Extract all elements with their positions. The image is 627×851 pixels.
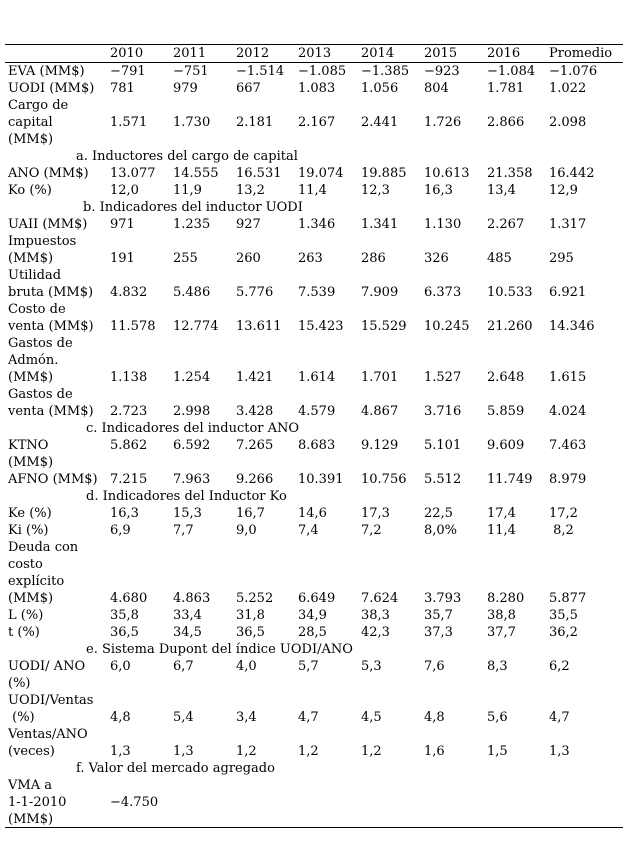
- row-label: UODI/ ANO: [8, 659, 86, 674]
- cell-value: 8.280: [487, 591, 525, 606]
- cell-value: 33,4: [173, 608, 202, 623]
- bottom-rule: [5, 827, 623, 828]
- row-label: Deuda con: [8, 540, 79, 555]
- cell-value: 1.421: [236, 370, 274, 385]
- cell-value: 5,6: [487, 710, 508, 725]
- section-heading-e: [0, 641, 627, 658]
- cell-value: 191: [110, 251, 135, 266]
- row-label: Ki (%): [8, 523, 49, 538]
- cell-value: 7.624: [361, 591, 399, 606]
- cell-value: 38,3: [361, 608, 390, 623]
- cell-value: 3.716: [424, 404, 462, 419]
- cell-value: 15,3: [173, 506, 202, 521]
- row-label: EVA (MM$): [8, 64, 85, 79]
- cell-value: 5,7: [298, 659, 319, 674]
- cell-value: 7.463: [549, 438, 587, 453]
- row-uodi: [0, 80, 627, 97]
- row-label: Gastos de: [8, 336, 73, 351]
- cell-value: 15.423: [298, 319, 344, 334]
- cell-value: 8.979: [549, 472, 587, 487]
- average-header: Promedio: [549, 46, 613, 61]
- cell-value: 1.130: [424, 217, 462, 232]
- cell-value: 260: [236, 251, 261, 266]
- cell-value: 7.265: [236, 438, 274, 453]
- row-label: Impuestos: [8, 234, 77, 249]
- cell-value: 6.373: [424, 285, 462, 300]
- cell-value: 7.215: [110, 472, 148, 487]
- cell-value: 9,0: [236, 523, 257, 538]
- row-label: t (%): [8, 625, 40, 640]
- cell-value: 7,7: [173, 523, 194, 538]
- section-heading-d: [0, 488, 627, 505]
- cell-value: 4.579: [298, 404, 336, 419]
- cell-value: 1,2: [236, 744, 257, 759]
- row-label: (MM$): [8, 591, 54, 606]
- cell-value: 5.862: [110, 438, 148, 453]
- cell-value: 12,0: [110, 183, 139, 198]
- cell-value: 4.867: [361, 404, 399, 419]
- cell-value: 5.776: [236, 285, 274, 300]
- cell-value: 1,3: [173, 744, 194, 759]
- cell-value: −791: [110, 64, 146, 79]
- row-label: (MM$): [8, 132, 54, 147]
- row-label: bruta (MM$): [8, 285, 94, 300]
- row-afno: [0, 471, 627, 488]
- cell-value: 7,2: [361, 523, 382, 538]
- cell-value: 19.074: [298, 166, 344, 181]
- cell-value: 5.877: [549, 591, 587, 606]
- cell-value: 35,5: [549, 608, 578, 623]
- cell-value: 5.486: [173, 285, 211, 300]
- header-row: [0, 45, 627, 62]
- cell-value: 326: [424, 251, 449, 266]
- cell-value: 971: [110, 217, 135, 232]
- cell-value: 4,7: [298, 710, 319, 725]
- row-label: (MM$): [8, 370, 54, 385]
- cell-value: −1.076: [549, 64, 598, 79]
- cell-value: 12,9: [549, 183, 578, 198]
- year-header: 2016: [487, 46, 521, 61]
- cell-value: 15.529: [361, 319, 407, 334]
- cell-value: 37,3: [424, 625, 453, 640]
- row-label: Ke (%): [8, 506, 52, 521]
- cell-value: 17,2: [549, 506, 578, 521]
- cell-value: −1.385: [361, 64, 410, 79]
- row-label: venta (MM$): [8, 404, 94, 419]
- cell-value: 5,3: [361, 659, 382, 674]
- cell-value: 4.832: [110, 285, 148, 300]
- row-label: AFNO (MM$): [8, 472, 98, 487]
- cell-value: 5.252: [236, 591, 274, 606]
- year-header: 2011: [173, 46, 207, 61]
- row-label: UAII (MM$): [8, 217, 88, 232]
- cell-value: 3.793: [424, 591, 462, 606]
- cell-value: 1,2: [298, 744, 319, 759]
- cell-value: 1.341: [361, 217, 399, 232]
- row-label: Gastos de: [8, 387, 73, 402]
- cell-value: 37,7: [487, 625, 516, 640]
- cell-value: 21.260: [487, 319, 533, 334]
- row-label: (veces): [8, 744, 55, 759]
- cell-value: 11.749: [487, 472, 533, 487]
- cell-value: 4,5: [361, 710, 382, 725]
- cell-value: 1.615: [549, 370, 587, 385]
- cell-value: 2.648: [487, 370, 525, 385]
- cell-value: 804: [424, 81, 449, 96]
- cell-value: 1.701: [361, 370, 399, 385]
- cell-value: 4.024: [549, 404, 587, 419]
- cell-value: 4.863: [173, 591, 211, 606]
- cell-value: 295: [549, 251, 574, 266]
- cell-value: 28,5: [298, 625, 327, 640]
- cell-value: 21.358: [487, 166, 533, 181]
- year-header: 2010: [110, 46, 144, 61]
- cell-value: 7,6: [424, 659, 445, 674]
- cell-value: 1.614: [298, 370, 336, 385]
- row-label: (%): [8, 676, 31, 691]
- cell-value: 263: [298, 251, 323, 266]
- row-label: Ko (%): [8, 183, 52, 198]
- cell-value: 1.781: [487, 81, 525, 96]
- cell-value: 3.428: [236, 404, 274, 419]
- cell-value: 6,7: [173, 659, 194, 674]
- row-label: Utilidad: [8, 268, 62, 283]
- cell-value: 11,4: [487, 523, 516, 538]
- row-label: UODI/Ventas: [8, 693, 94, 708]
- cell-value: 17,4: [487, 506, 516, 521]
- cell-value: 6.921: [549, 285, 587, 300]
- cell-value: 6.649: [298, 591, 336, 606]
- cell-value: 12,3: [361, 183, 390, 198]
- cell-value: 22,5: [424, 506, 453, 521]
- cell-value: 6.592: [173, 438, 211, 453]
- cell-value: 8,3: [487, 659, 508, 674]
- cell-value: 4.680: [110, 591, 148, 606]
- section-title: d. Indicadores del Inductor Ko: [86, 489, 287, 504]
- cell-value: 1.254: [173, 370, 211, 385]
- cell-value: 1.726: [424, 115, 462, 130]
- cell-value: 2.267: [487, 217, 525, 232]
- cell-value: 9.129: [361, 438, 399, 453]
- cell-value: 16,7: [236, 506, 265, 521]
- cell-value: 4,8: [424, 710, 445, 725]
- row-label: (MM$): [8, 251, 54, 266]
- cell-value: 1.317: [549, 217, 587, 232]
- cell-value: 7,4: [298, 523, 319, 538]
- cell-value: 14,6: [298, 506, 327, 521]
- cell-value: −923: [424, 64, 460, 79]
- row-ki: [0, 522, 627, 539]
- cell-value: 13.077: [110, 166, 156, 181]
- cell-value: 31,8: [236, 608, 265, 623]
- year-header: 2013: [298, 46, 332, 61]
- cell-value: 1,3: [110, 744, 131, 759]
- cell-value: 34,5: [173, 625, 202, 640]
- cell-value: 255: [173, 251, 198, 266]
- cell-value: 6,2: [549, 659, 570, 674]
- cell-value: 38,8: [487, 608, 516, 623]
- cell-value: 14.555: [173, 166, 219, 181]
- cell-value: 1.235: [173, 217, 211, 232]
- cell-value: 781: [110, 81, 135, 96]
- cell-value: 1,3: [549, 744, 570, 759]
- cell-value: 35,8: [110, 608, 139, 623]
- cell-value: 13,4: [487, 183, 516, 198]
- cell-value: 6,9: [110, 523, 131, 538]
- cell-value: 13,2: [236, 183, 265, 198]
- cell-value: 8.683: [298, 438, 336, 453]
- row-label: 1-1-2010: [8, 795, 67, 810]
- cell-value: 5.512: [424, 472, 462, 487]
- cell-value: 8,2: [549, 523, 574, 538]
- row-uaii: [0, 216, 627, 233]
- row-l: [0, 607, 627, 624]
- section-heading-c: [0, 420, 627, 437]
- cell-value: 11,4: [298, 183, 327, 198]
- cell-value: 1.056: [361, 81, 399, 96]
- cell-value: 3,4: [236, 710, 257, 725]
- cell-value: 667: [236, 81, 261, 96]
- cell-value: 1,5: [487, 744, 508, 759]
- row-ko: [0, 182, 627, 199]
- cell-value: 2.441: [361, 115, 399, 130]
- section-title: e. Sistema Dupont del índice UODI/ANO: [86, 642, 353, 657]
- cell-value: 927: [236, 217, 261, 232]
- cell-value: 1,6: [424, 744, 445, 759]
- cell-value: 7.539: [298, 285, 336, 300]
- cell-value: 1.571: [110, 115, 148, 130]
- cell-value: 2.723: [110, 404, 148, 419]
- row-label: L (%): [8, 608, 44, 623]
- cell-value: 5,4: [173, 710, 194, 725]
- cell-value: 2.181: [236, 115, 274, 130]
- cell-value: 16.531: [236, 166, 282, 181]
- cell-value: 2.098: [549, 115, 587, 130]
- row-eva: [0, 63, 627, 80]
- row-label: (MM$): [8, 455, 54, 470]
- cell-value: 16,3: [110, 506, 139, 521]
- cell-value: 16.442: [549, 166, 595, 181]
- section-title: a. Inductores del cargo de capital: [76, 149, 298, 164]
- row-ano: [0, 165, 627, 182]
- cell-value: 14.346: [549, 319, 595, 334]
- cell-value: 10.613: [424, 166, 470, 181]
- cell-value: 979: [173, 81, 198, 96]
- cell-value: 4,8: [110, 710, 131, 725]
- cell-value: 10.245: [424, 319, 470, 334]
- cell-value: 36,5: [236, 625, 265, 640]
- year-header: 2012: [236, 46, 270, 61]
- row-label: Ventas/ANO: [8, 727, 88, 742]
- cell-value: −1.085: [298, 64, 347, 79]
- section-heading-b: [0, 199, 627, 216]
- cell-value: 10.533: [487, 285, 533, 300]
- row-label: Cargo de: [8, 98, 69, 113]
- cell-value: 4,7: [549, 710, 570, 725]
- cell-value: 13.611: [236, 319, 282, 334]
- cell-value: 1.022: [549, 81, 587, 96]
- cell-value: 10.391: [298, 472, 344, 487]
- cell-value: 11,9: [173, 183, 202, 198]
- cell-value: −751: [173, 64, 209, 79]
- cell-value: 485: [487, 251, 512, 266]
- cell-value: 1.730: [173, 115, 211, 130]
- cell-value: 9.609: [487, 438, 525, 453]
- row-label: costo: [8, 557, 43, 572]
- row-label: ANO (MM$): [8, 166, 89, 181]
- row-t: [0, 624, 627, 641]
- cell-value: 9.266: [236, 472, 274, 487]
- cell-value: 16,3: [424, 183, 453, 198]
- cell-value: 5.859: [487, 404, 525, 419]
- section-heading-f: [0, 760, 627, 777]
- cell-value: 286: [361, 251, 386, 266]
- cell-value: 36,2: [549, 625, 578, 640]
- cell-value: 7.963: [173, 472, 211, 487]
- cell-value: 10.756: [361, 472, 407, 487]
- row-label: (%): [8, 710, 35, 725]
- cell-value: 2.998: [173, 404, 211, 419]
- section-title: f. Valor del mercado agregado: [76, 761, 275, 776]
- cell-value: 6,0: [110, 659, 131, 674]
- cell-value: 42,3: [361, 625, 390, 640]
- year-header: 2015: [424, 46, 458, 61]
- section-heading-a: [0, 148, 627, 165]
- cell-value: 12.774: [173, 319, 219, 334]
- year-header: 2014: [361, 46, 395, 61]
- row-ke: [0, 505, 627, 522]
- cell-value: 2.167: [298, 115, 336, 130]
- cell-value: 5.101: [424, 438, 462, 453]
- row-label: UODI (MM$): [8, 81, 95, 96]
- row-label: KTNO: [8, 438, 49, 453]
- row-label: Admón.: [8, 353, 59, 368]
- cell-value: −1.514: [236, 64, 285, 79]
- row-label: VMA a: [8, 778, 52, 793]
- cell-value: 1.138: [110, 370, 148, 385]
- section-title: c. Indicadores del inductor ANO: [86, 421, 300, 436]
- row-label: venta (MM$): [8, 319, 94, 334]
- cell-value: 4,0: [236, 659, 257, 674]
- cell-value: 1.346: [298, 217, 336, 232]
- cell-value: 35,7: [424, 608, 453, 623]
- cell-value: 36,5: [110, 625, 139, 640]
- section-title: b. Indicadores del inductor UODI: [83, 200, 303, 215]
- cell-value: 19.885: [361, 166, 407, 181]
- cell-value: 7.909: [361, 285, 399, 300]
- row-label: (MM$): [8, 812, 54, 827]
- cell-value: 34,9: [298, 608, 327, 623]
- cell-value: 2.866: [487, 115, 525, 130]
- row-label: Costo de: [8, 302, 66, 317]
- cell-value: 1.527: [424, 370, 462, 385]
- row-label: capital: [8, 115, 53, 130]
- cell-value: −1.084: [487, 64, 536, 79]
- cell-value: 1,2: [361, 744, 382, 759]
- cell-value: 17,3: [361, 506, 390, 521]
- cell-value: 8,0%: [424, 523, 458, 538]
- cell-value: 11.578: [110, 319, 156, 334]
- cell-value: 1.083: [298, 81, 336, 96]
- cell-value: −4.750: [110, 795, 159, 810]
- row-label: explícito: [8, 574, 65, 589]
